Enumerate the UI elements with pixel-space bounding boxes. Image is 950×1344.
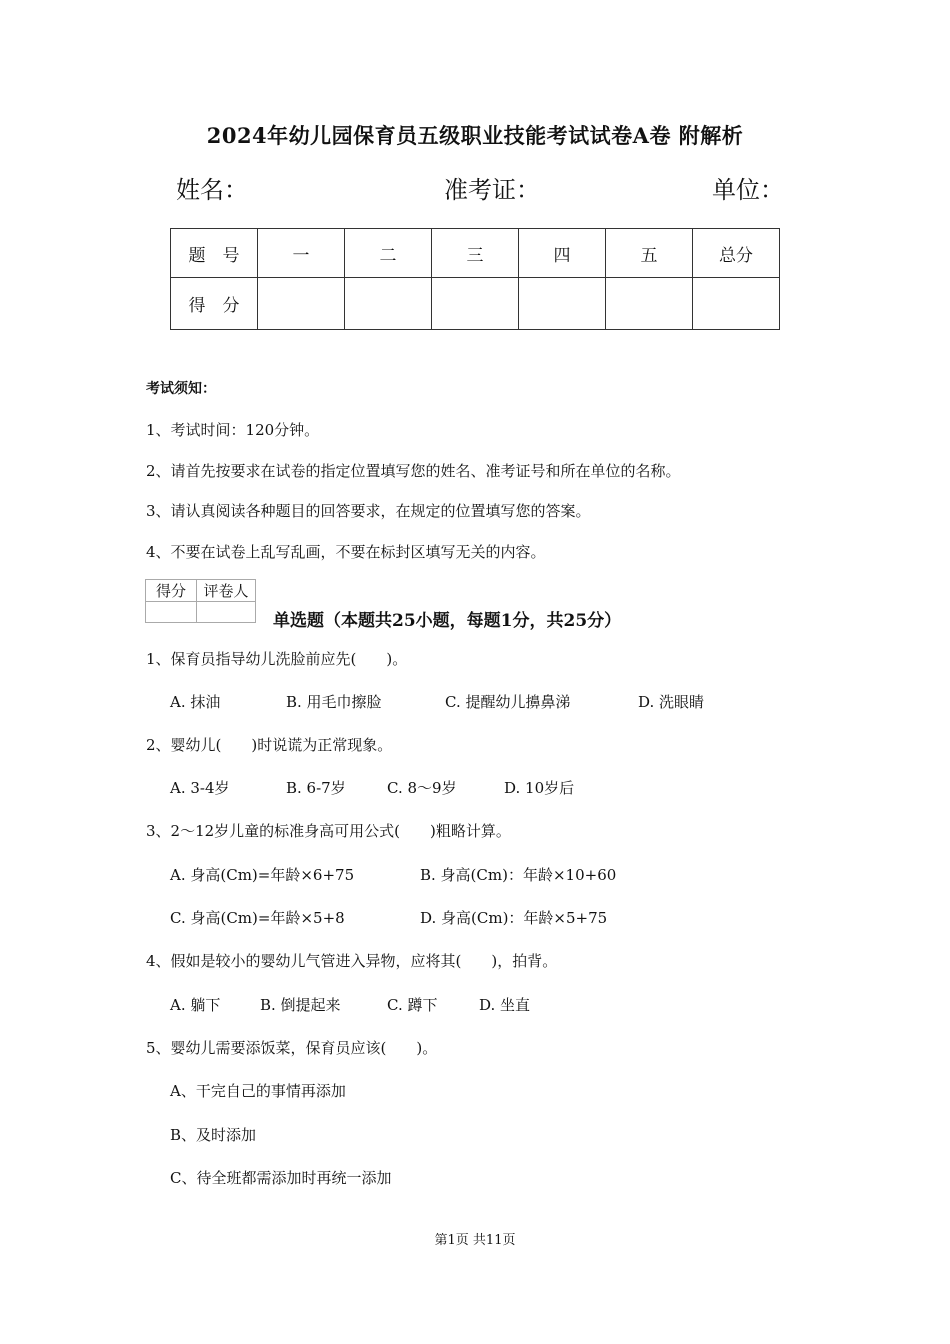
question-option: B. 身高(Cm)：年龄×10+60 xyxy=(420,866,617,884)
question-option: B. 用毛巾擦脸 xyxy=(286,693,382,711)
question-option: A. 抹油 xyxy=(170,693,221,711)
score-table-header-row xyxy=(171,229,780,278)
question-option: D. 身高(Cm)：年龄×5+75 xyxy=(420,909,608,927)
notice-heading: 考试须知： xyxy=(146,381,216,397)
grader-box-grader-entry[interactable] xyxy=(197,602,256,623)
question-option: C. 提醒幼儿擤鼻涕 xyxy=(445,693,571,711)
score-table-cell: 题 号 xyxy=(171,229,258,278)
score-entry-cell[interactable] xyxy=(519,278,606,330)
grader-box-grader-label: 评卷人 xyxy=(197,580,256,602)
question-text: 2、婴幼儿( )时说谎为正常现象。 xyxy=(146,736,393,754)
question-option: A. 躺下 xyxy=(170,996,221,1014)
grader-box-score-label: 得分 xyxy=(146,580,197,602)
question-option: C. 身高(Cm)=年龄×5+8 xyxy=(170,909,345,927)
question-option: A. 身高(Cm)=年龄×6+75 xyxy=(170,866,355,884)
question-option: C. 蹲下 xyxy=(387,996,438,1014)
question-option: C. 8～9岁 xyxy=(387,779,457,797)
score-entry-cell[interactable] xyxy=(432,278,519,330)
notice-item: 1、考试时间：120分钟。 xyxy=(146,421,320,439)
question-text: 3、2～12岁儿童的标准身高可用公式( )粗略计算。 xyxy=(146,822,511,840)
score-table-cell: 总分 xyxy=(693,229,780,278)
unit-field-label: 单位： xyxy=(712,176,784,204)
question-option: B、及时添加 xyxy=(170,1126,257,1144)
question-option: B. 6-7岁 xyxy=(286,779,346,797)
section-title: 单选题（本题共25小题，每题1分，共25分） xyxy=(273,611,622,631)
score-table-score-row xyxy=(171,278,780,330)
question-option: D. 坐直 xyxy=(479,996,531,1014)
question-text: 4、假如是较小的婴幼儿气管进入异物，应将其( )，拍背。 xyxy=(146,952,558,970)
question-text: 1、保育员指导幼儿洗脸前应先( )。 xyxy=(146,650,408,668)
question-option: A、干完自己的事情再添加 xyxy=(170,1082,346,1100)
question-option: D. 洗眼睛 xyxy=(638,693,705,711)
score-table-cell: 二 xyxy=(345,229,432,278)
score-table-cell: 四 xyxy=(519,229,606,278)
question-option: A. 3-4岁 xyxy=(170,779,230,797)
notice-item: 3、请认真阅读各种题目的回答要求，在规定的位置填写您的答案。 xyxy=(146,502,591,520)
score-table-cell: 得 分 xyxy=(171,278,258,330)
score-table-cell: 三 xyxy=(432,229,519,278)
name-field-label: 姓名： xyxy=(176,176,248,204)
score-entry-cell[interactable] xyxy=(606,278,693,330)
notice-item: 2、请首先按要求在试卷的指定位置填写您的姓名、准考证号和所在单位的名称。 xyxy=(146,462,681,480)
page-footer: 第1页 共11页 xyxy=(434,1233,516,1248)
question-text: 5、婴幼儿需要添饭菜，保育员应该( )。 xyxy=(146,1039,438,1057)
question-option: D. 10岁后 xyxy=(504,779,575,797)
grader-box xyxy=(145,579,256,623)
page-title: 2024年幼儿园保育员五级职业技能考试试卷A卷 附解析 xyxy=(206,123,744,148)
score-entry-cell[interactable] xyxy=(693,278,780,330)
question-option: C、待全班都需添加时再统一添加 xyxy=(170,1169,392,1187)
score-entry-cell[interactable] xyxy=(345,278,432,330)
score-table-cell: 一 xyxy=(258,229,345,278)
score-table-cell: 五 xyxy=(606,229,693,278)
score-table xyxy=(170,228,780,330)
question-option: B. 倒提起来 xyxy=(260,996,341,1014)
grader-box-score-entry[interactable] xyxy=(146,602,197,623)
notice-item: 4、不要在试卷上乱写乱画，不要在标封区填写无关的内容。 xyxy=(146,543,546,561)
exam-id-field-label: 准考证： xyxy=(444,176,540,204)
score-entry-cell[interactable] xyxy=(258,278,345,330)
